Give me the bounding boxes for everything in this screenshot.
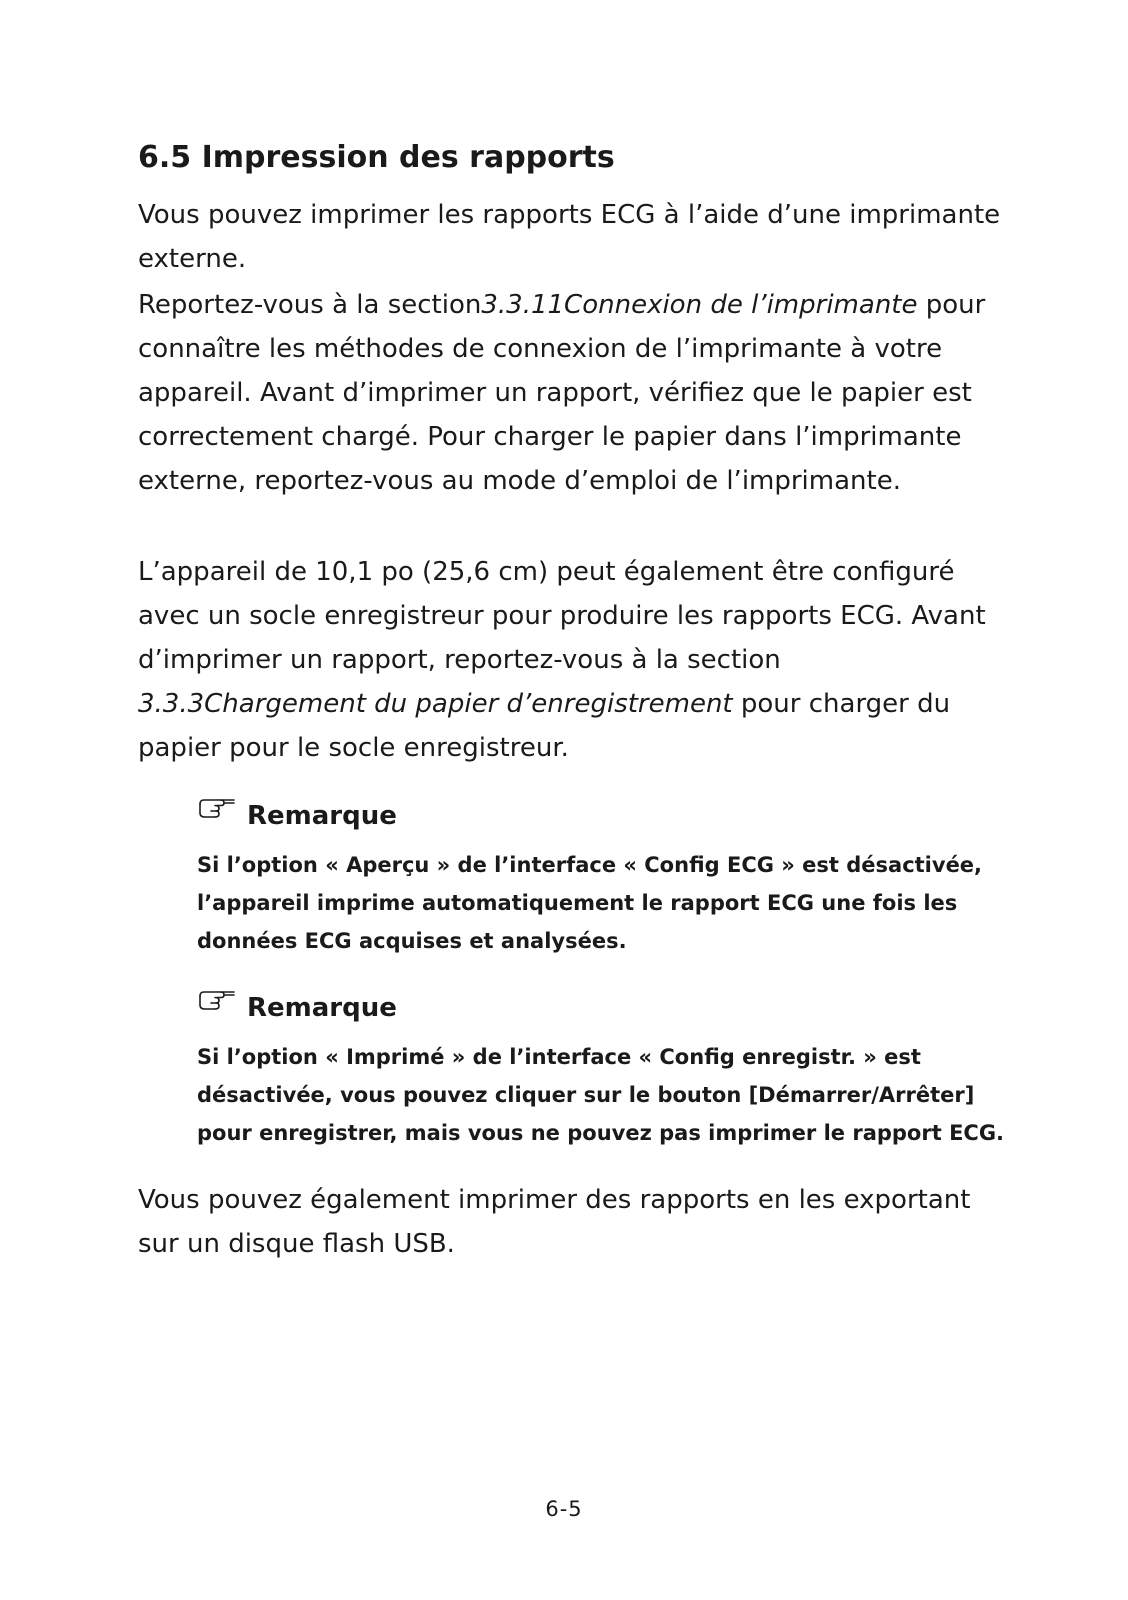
section-reference: 3.3.3Chargement du papier d’enregistrement: [138, 689, 733, 719]
paragraph-usb-export: Vous pouvez également imprimer des rapports en les exportant sur un disque flash USB.: [138, 1185, 971, 1259]
note-box: [197, 796, 1007, 960]
note-header: [197, 796, 1007, 836]
pointing-hand-icon: [197, 986, 237, 1016]
note-box: [197, 988, 1007, 1152]
pointing-hand-icon: [197, 794, 237, 824]
paragraph-recorder-stand: [138, 550, 1008, 770]
paragraph-intro: Vous pouvez imprimer les rapports ECG à l’aide d’une imprimante externe.: [138, 200, 1001, 274]
paragraph-text: pour charger du papier pour le socle enregistreur.: [138, 689, 951, 763]
note-text: Si l’option « Imprimé » de l’interface « Config enregistr. » est désactivée, vous pouvez cliquer sur le bouton [Démarrer/Arrêter] pour enregistrer, mais vous ne pouvez pas imprimer le rapport ECG.: [197, 1045, 1005, 1145]
note-text: Si l’option « Aperçu » de l’interface « Config ECG » est désactivée, l’appareil imprime automatiquement le rapport ECG une fois les données ECG acquises et analysées.: [197, 853, 983, 953]
note-title: Remarque: [247, 993, 397, 1023]
page-number: 6-5: [545, 1497, 583, 1521]
section-heading: 6.5 Impression des rapports: [138, 140, 615, 175]
note-header: [197, 988, 1007, 1028]
paragraph-text: pour connaître les méthodes de connexion de l’imprimante à votre appareil. Avant d’imprimer un rapport, vérifiez que le papier est correctement chargé. Pour charger le papier dans l’imprimante externe, reportez-vous au mode d’emploi de l’imprimante.: [138, 290, 986, 496]
paragraph-printer-connection: [138, 283, 1008, 503]
paragraph-text: L’appareil de 10,1 po (25,6 cm) peut également être configuré avec un socle enregistreur pour produire les rapports ECG. Avant d’imprimer un rapport, reportez-vous à la section: [138, 557, 986, 675]
note-title: Remarque: [247, 801, 397, 831]
paragraph-text: Reportez-vous à la section: [138, 290, 482, 320]
section-reference: 3.3.11Connexion de l’imprimante: [481, 290, 918, 320]
